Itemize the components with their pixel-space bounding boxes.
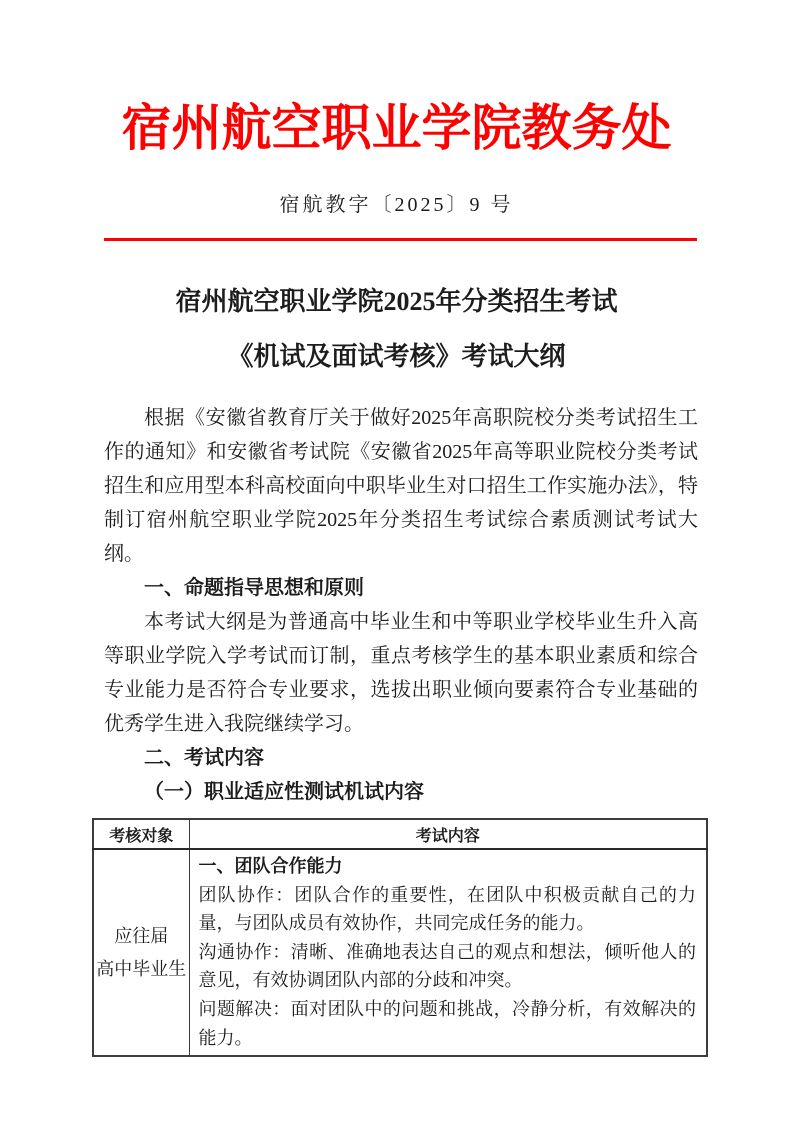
letterhead-title: 宿州航空职业学院教务处 <box>121 100 672 156</box>
section-heading-2: 二、考试内容 <box>144 747 264 769</box>
exam-content-cell <box>189 849 707 1056</box>
ability-item-teamwork: 团队协作：团队合作的重要性，在团队中积极贡献自己的力量，与团队成员有效协作，共同完成任务的能力。 <box>198 884 696 934</box>
section-heading-1: 一、命题指导思想和原则 <box>144 577 364 599</box>
ability-item-problem-solving: 问题解决：面对团队中的问题和挑战，冷静分析，有效解决的能力。 <box>198 998 696 1048</box>
target-group-cell <box>93 849 189 1056</box>
table-row <box>93 849 707 1056</box>
ability-section-title: 一、团队合作能力 <box>198 856 343 876</box>
document-title-line1: 宿州航空职业学院2025年分类招生考试 <box>175 287 618 316</box>
paragraph-purpose: 本考试大纲是为普通高中毕业生和中等职业学校毕业生升入高等职业学院入学考试而订制，重点考核学生的基本职业素质和综合专业能力是否符合专业要求，选拔出职业倾向要素符合专业基础的优秀学生进入我院继续学习。 <box>104 611 698 735</box>
exam-content-table <box>92 818 708 1057</box>
document-number: 宿航教字〔2025〕9 号 <box>279 194 514 216</box>
target-group-line2: 高中毕业生 <box>96 958 187 979</box>
target-group-line1: 应往届 <box>114 925 169 946</box>
table-header-content: 考试内容 <box>189 819 707 849</box>
document-body <box>104 401 698 809</box>
exam-content-table-wrap <box>92 818 708 1057</box>
paragraph-basis: 根据《安徽省教育厅关于做好2025年高职院校分类考试招生工作的通知》和安徽省考试院《安徽省2025年高等职业院校分类考试招生和应用型本科高校面向中职毕业生对口招生工作实施办法》，特制订宿州航空职业学院2025年分类招生考试综合素质测试考试大纲。 <box>104 407 698 565</box>
ability-item-communication: 沟通协作：清晰、准确地表达自己的观点和想法，倾听他人的意见，有效协调团队内部的分歧和冲突。 <box>198 941 696 991</box>
table-header-row <box>93 819 707 849</box>
subsection-heading-1: （一）职业适应性测试机试内容 <box>144 781 424 803</box>
table-header-target: 考核对象 <box>93 819 189 849</box>
document-title-line2: 《机试及面试考核》考试大纲 <box>227 342 566 371</box>
red-divider-line <box>104 238 697 241</box>
